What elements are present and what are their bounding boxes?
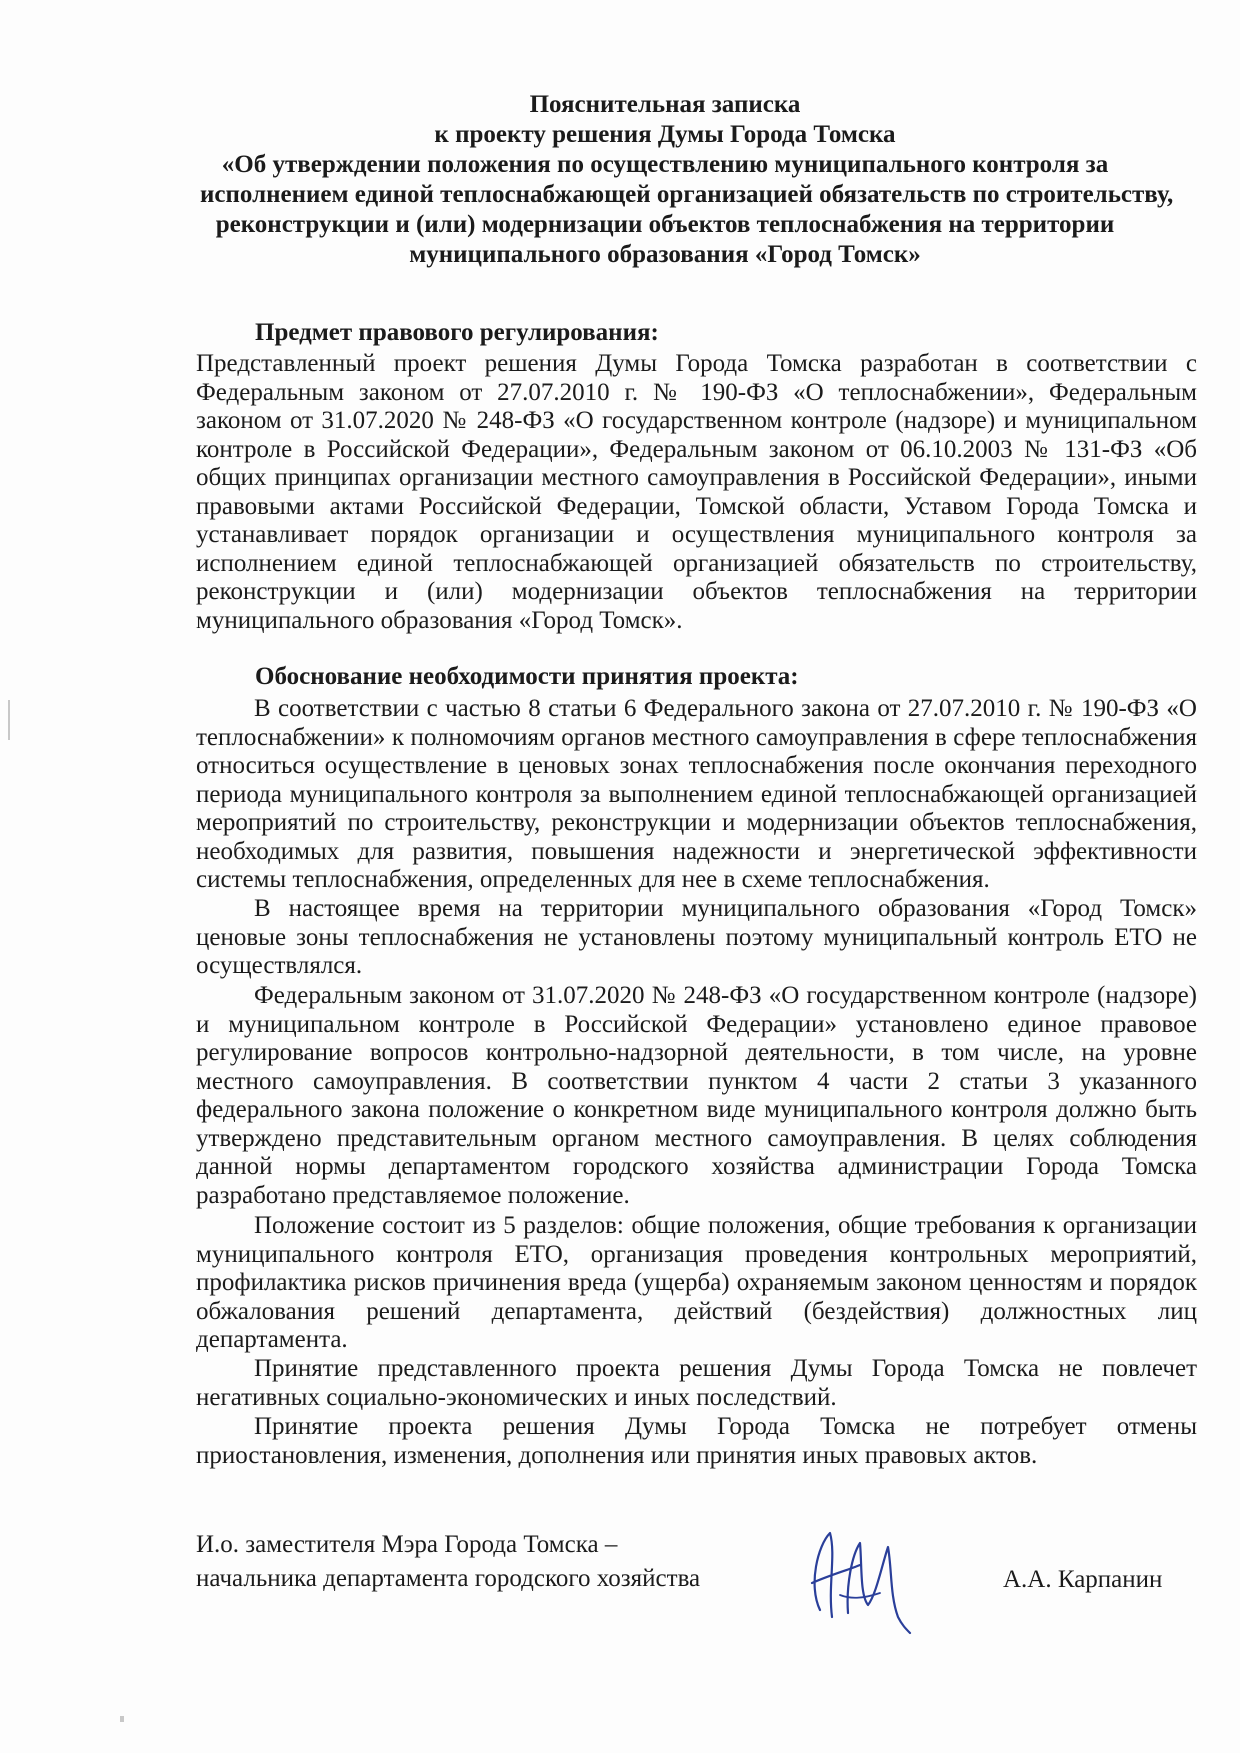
paragraph-justification-6: Принятие проекта решения Думы Города Томска не потребует отмены приостановления, изменения, дополнения или принятия иных правовых актов. xyxy=(196,1413,1197,1469)
title-line: «Об утверждении положения по осуществлению муниципального контроля за xyxy=(221,151,1109,178)
title-line: Пояснительная записка xyxy=(529,91,801,118)
scan-artifact xyxy=(8,700,10,740)
scan-artifact xyxy=(120,1716,124,1722)
signatory-name: А.А. Карпанин xyxy=(1003,1566,1163,1593)
title-line: муниципального образования «Город Томск» xyxy=(409,241,921,268)
paragraph-justification-1: В соответствии с частью 8 статьи 6 Федерального закона от 27.07.2010 г. № 190-ФЗ «О теплоснабжении» к полномочиям органов местного самоуправления в сфере теплоснабжения относиться осуществление в ценовых зонах теплоснабжения после окончания переходного периода муниципального контроля за выполнением единой теплоснабжающей организацией мероприятий по строительству, реконструкции и модернизации объектов теплоснабжения, необходимых для развития, повышения надежности и энергетической эффективности системы теплоснабжения, определенных для нее в схеме теплоснабжения. xyxy=(196,695,1197,893)
paragraph-justification-5: Принятие представленного проекта решения Думы Города Томска не повлечет негативных социально-экономических и иных последствий. xyxy=(196,1355,1197,1411)
paragraph-justification-3: Федеральным законом от 31.07.2020 № 248-ФЗ «О государственном контроле (надзоре) и муниципальном контроле в Российской Федерации» установлено единое правовое регулирование вопросов контрольно-надзорной деятельности, в том числе, на уровне местного самоуправления. В соответствии пунктом 4 части 2 статьи 3 указанного федерального закона положение о конкретном виде муниципального контроля должно быть утверждено представительным органом местного самоуправления. В целях соблюдения данной нормы департаментом городского хозяйства администрации Города Томска разработано представляемое положение. xyxy=(196,982,1197,1209)
handwritten-signature xyxy=(790,1525,930,1635)
signatory-position xyxy=(196,1528,700,1596)
signatory-position-line: начальника департамента городского хозяйства xyxy=(196,1565,701,1592)
title-line: исполнением единой теплоснабжающей организацией обязательств по строительству, xyxy=(200,181,1174,208)
paragraph-subject: Представленный проект решения Думы Города Томска разработан в соответствии с Федеральным законом от 27.07.2010 г. № 190-ФЗ «О теплоснабжении», Федеральным законом от 31.07.2020 № 248-ФЗ «О государственном контроле (надзоре) и муниципальном контроле в Российской Федерации», Федеральным законом от 06.10.2003 № 131-ФЗ «Об общих принципах организации местного самоуправления в Российской Федерации», иными правовыми актами Российской Федерации, Томской области, Уставом Города Томска и устанавливает порядок организации и осуществления муниципального контроля за исполнением единой теплоснабжающей организацией обязательств по строительству, реконструкции и (или) модернизации объектов теплоснабжения на территории муниципального образования «Город Томск». xyxy=(196,350,1197,634)
section-heading-subject: Предмет правового регулирования: xyxy=(255,319,659,346)
document-title xyxy=(200,90,1174,270)
signatory-position-line: И.о. заместителя Мэра Города Томска – xyxy=(196,1531,618,1558)
paragraph-justification-4: Положение состоит из 5 разделов: общие положения, общие требования к организации муниципального контроля ЕТО, организация проведения контрольных мероприятий, профилактика рисков причинения вреда (ущерба) охраняемым законом ценностям и порядок обжалования решений департамента, действий (бездействия) должностных лиц департамента. xyxy=(196,1212,1197,1353)
section-heading-justification: Обоснование необходимости принятия проекта: xyxy=(255,663,799,690)
title-line: реконструкции и (или) модернизации объектов теплоснабжения на территории xyxy=(215,211,1115,238)
title-line: к проекту решения Думы Города Томска xyxy=(434,121,896,148)
paragraph-justification-2: В настоящее время на территории муниципального образования «Город Томск» ценовые зоны теплоснабжения не установлены поэтому муниципальный контроль ЕТО не осуществлялся. xyxy=(196,895,1197,979)
